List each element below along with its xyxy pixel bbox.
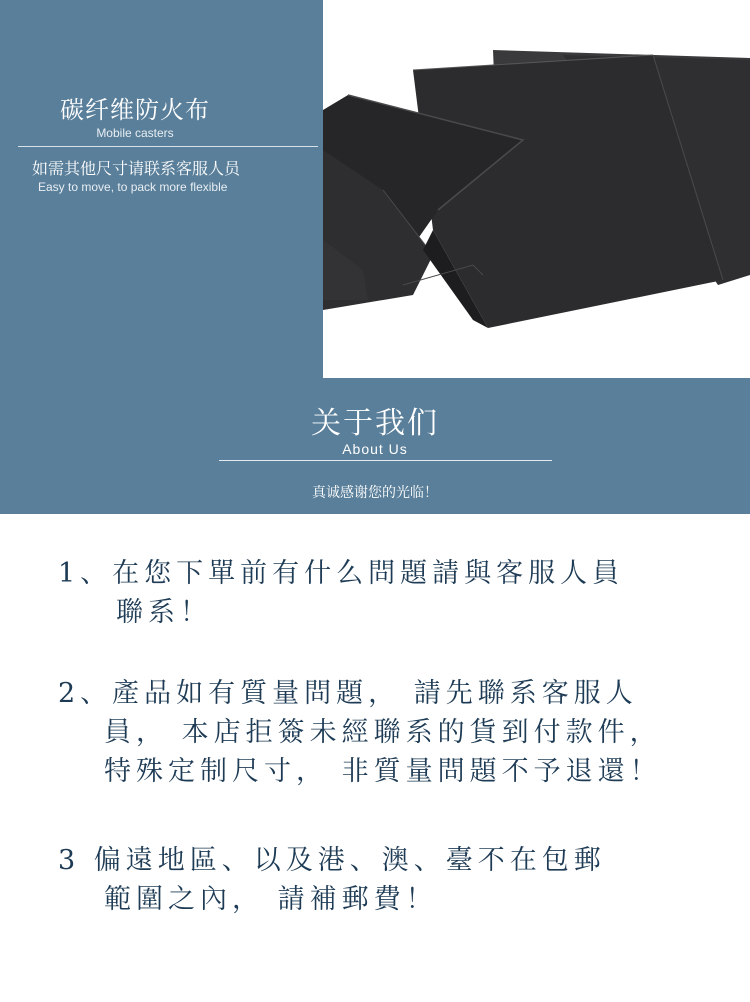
notice-line: 1、在您下單前有什么問題請與客服人員 [58, 558, 625, 589]
fabric-photo [323, 0, 750, 378]
notice-line: 特殊定制尺寸， 非質量問題不予退還！ [104, 756, 662, 787]
product-title: 碳纤维防火布 [60, 96, 210, 124]
notice-item [58, 674, 662, 791]
notice-line: 聯系！ [116, 597, 212, 628]
notice-item [58, 841, 606, 919]
notice-line: 2、產品如有質量問題， 請先聯系客服人 [58, 678, 638, 709]
about-us-section [0, 378, 750, 514]
notice-item [58, 554, 624, 632]
divider [219, 460, 552, 461]
product-title-en: Mobile casters [96, 126, 174, 140]
notice-line: 範圍之內， 請補郵費！ [104, 884, 438, 915]
product-header [0, 0, 750, 378]
product-subtitle: 如需其他尺寸请联系客服人员 [32, 159, 241, 178]
notice-line: 員， 本店拒簽未經聯系的貨到付款件， [104, 717, 662, 748]
notice-list [0, 514, 750, 1002]
divider [18, 146, 318, 147]
product-subtitle-en: Easy to move, to pack more flexible [38, 180, 228, 194]
about-title-en: About Us [342, 441, 408, 457]
about-title: 关于我们 [311, 406, 439, 441]
notice-line: 3 偏遠地區、以及港、澳、臺不在包郵 [58, 845, 606, 876]
product-info-panel [0, 0, 323, 378]
thanks-message: 真诚感谢您的光临！ [312, 485, 438, 501]
